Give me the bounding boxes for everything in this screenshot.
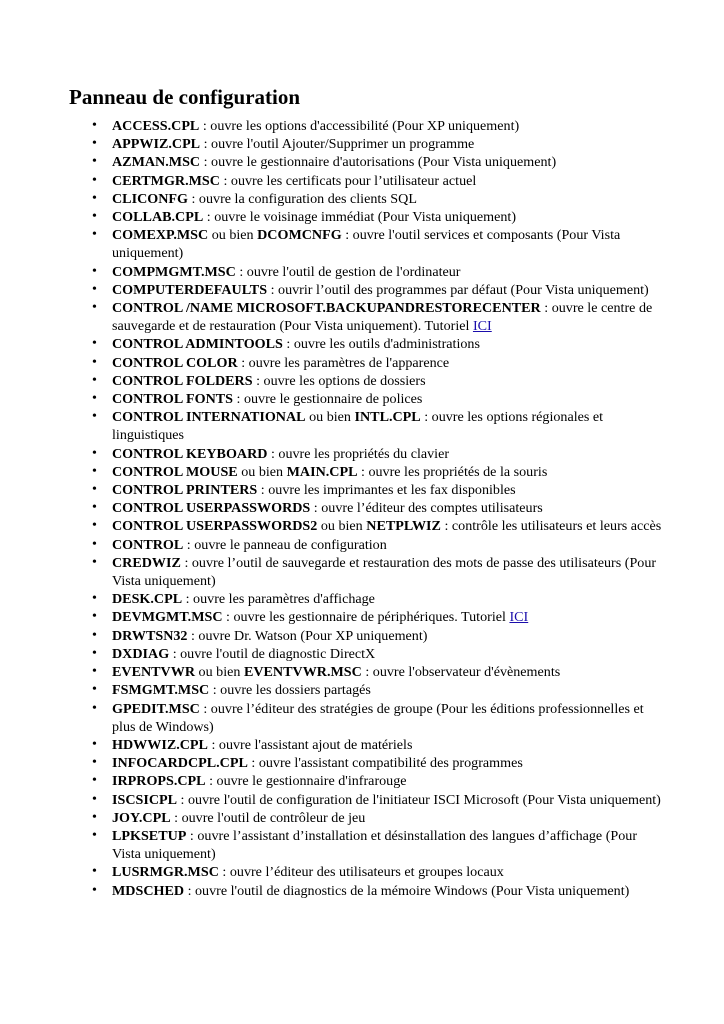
list-item xyxy=(0,700,724,736)
command-name: COLLAB.CPL xyxy=(112,209,204,226)
command-description: : ouvre l’outil de sauvegarde et restauration des mots de passe des utilisateurs (Pour Vista uniquement) xyxy=(112,554,657,590)
command-name: CONTROL FONTS xyxy=(112,391,233,408)
list-item xyxy=(0,754,724,772)
command-description: : ouvre l'outil de gestion de l'ordinateur xyxy=(235,263,461,280)
list-item xyxy=(0,627,724,645)
list-item xyxy=(0,335,724,353)
command-name: EVENTVWR.MSC xyxy=(243,664,362,681)
command-name: LUSRMGR.MSC xyxy=(112,864,219,881)
command-name: ISCSICPL xyxy=(112,791,178,808)
command-name: ACCESS.CPL xyxy=(112,118,200,134)
command-name: GPEDIT.MSC xyxy=(112,700,200,717)
list-item xyxy=(0,645,724,663)
command-name: CONTROL /NAME MICROSOFT.BACKUPANDRESTORECENTER xyxy=(112,300,541,317)
command-description: : ouvre l’éditeur des utilisateurs et groupes locaux xyxy=(218,864,504,881)
command-description: : ouvre le voisinage immédiat (Pour Vista uniquement) xyxy=(203,209,517,226)
command-name: MDSCHED xyxy=(112,882,185,899)
command-description: : ouvre l'outil de diagnostic DirectX xyxy=(169,645,376,662)
list-item xyxy=(0,226,724,262)
list-item xyxy=(0,882,724,900)
list-item xyxy=(0,445,724,463)
command-description: : ouvre les paramètres d'affichage xyxy=(182,591,375,608)
command-name: DESK.CPL xyxy=(112,591,183,608)
list-item xyxy=(0,408,724,444)
command-description: : ouvre l'assistant compatibilité des programmes xyxy=(247,755,523,772)
command-description: ou bien xyxy=(195,664,244,681)
list-item xyxy=(0,663,724,681)
command-name: MAIN.CPL xyxy=(286,463,358,480)
command-description: : ouvre l'outil Ajouter/Supprimer un programme xyxy=(200,136,475,153)
command-description: : contrôle les utilisateurs et leurs accès xyxy=(440,518,662,535)
command-name: COMPUTERDEFAULTS xyxy=(112,281,268,298)
command-description: : ouvre les dossiers partagés xyxy=(209,682,371,699)
command-name: DXDIAG xyxy=(112,645,170,662)
command-name: CONTROL xyxy=(112,536,184,553)
command-name: DCOMCNFG xyxy=(257,227,342,244)
command-name: CONTROL USERPASSWORDS2 xyxy=(112,518,318,535)
command-name: CONTROL KEYBOARD xyxy=(112,445,268,462)
list-item xyxy=(0,390,724,408)
list-item xyxy=(0,517,724,535)
list-item xyxy=(0,263,724,281)
command-description: ou bien xyxy=(237,463,287,480)
list-item xyxy=(0,208,724,226)
command-description: : ouvre le gestionnaire d'infrarouge xyxy=(205,773,407,790)
command-name: DRWTSN32 xyxy=(112,627,188,644)
command-name: EVENTVWR xyxy=(112,664,196,681)
tutorial-link[interactable]: ICI xyxy=(509,609,529,626)
list-item xyxy=(0,590,724,608)
command-name: HDWWIZ.CPL xyxy=(112,736,208,753)
command-name: CONTROL INTERNATIONAL xyxy=(112,409,306,426)
list-item xyxy=(0,608,724,626)
command-description: : ouvre l'outil services et composants (Pour Vista uniquement) xyxy=(112,227,621,262)
command-description: ou bien xyxy=(305,409,355,426)
list-item xyxy=(0,153,724,171)
command-description: : ouvre le panneau de configuration xyxy=(183,536,387,553)
command-name: LPKSETUP xyxy=(112,827,187,844)
tutorial-link[interactable]: ICI xyxy=(472,318,492,335)
command-description: : ouvre les options de dossiers xyxy=(252,372,426,389)
command-name: NETPLWIZ xyxy=(366,518,441,535)
command-description: ou bien xyxy=(208,227,258,244)
command-name: CERTMGR.MSC xyxy=(112,172,220,189)
command-description: : ouvre les gestionnaire de périphériques. Tutoriel xyxy=(222,609,510,626)
command-description: : ouvre l'outil de diagnostics de la mémoire Windows (Pour Vista uniquement) xyxy=(184,882,630,899)
command-description: : ouvre les imprimantes et les fax disponibles xyxy=(257,482,516,499)
list-item xyxy=(0,772,724,790)
command-description: : ouvre l’assistant d’installation et désinstallation des langues d’affichage (Pour Vista uniquement) xyxy=(112,827,638,863)
command-name: COMPMGMT.MSC xyxy=(112,263,236,280)
command-description: : ouvre l’éditeur des stratégies de groupe (Pour les éditions professionnelles et plus de Windows) xyxy=(112,700,644,735)
command-name: CONTROL COLOR xyxy=(112,354,238,371)
list-item xyxy=(0,736,724,754)
list-item xyxy=(0,554,724,590)
list-item xyxy=(0,499,724,517)
command-description: : ouvre l'assistant ajout de matériels xyxy=(207,736,413,753)
command-description: : ouvre la configuration des clients SQL xyxy=(187,190,417,207)
command-description: : ouvre les propriétés du clavier xyxy=(267,445,450,462)
list-item xyxy=(0,135,724,153)
command-description: : ouvre le gestionnaire d'autorisations (Pour Vista uniquement) xyxy=(200,154,557,171)
command-description: : ouvre le gestionnaire de polices xyxy=(233,391,423,408)
command-description: : ouvre Dr. Watson (Pour XP uniquement) xyxy=(187,627,428,644)
command-name: CONTROL FOLDERS xyxy=(112,372,253,389)
command-description: : ouvrir l’outil des programmes par défaut (Pour Vista uniquement) xyxy=(267,281,649,298)
list-item xyxy=(0,372,724,390)
list-item xyxy=(0,809,724,827)
list-item xyxy=(0,299,724,335)
command-description: : ouvre l'outil de contrôleur de jeu xyxy=(170,809,366,826)
command-name: CREDWIZ xyxy=(112,554,181,571)
command-name: CLICONFG xyxy=(112,190,188,207)
list-item xyxy=(0,172,724,190)
command-name: APPWIZ.CPL xyxy=(112,136,201,153)
command-name: CONTROL USERPASSWORDS xyxy=(112,500,311,517)
list-item xyxy=(0,117,724,135)
command-name: JOY.CPL xyxy=(112,809,171,826)
list-item xyxy=(0,190,724,208)
list-item xyxy=(0,463,724,481)
list-item xyxy=(0,281,724,299)
list-item xyxy=(0,791,724,809)
list-item xyxy=(0,863,724,881)
command-description: : ouvre l'observateur d'évènements xyxy=(361,664,561,681)
list-item xyxy=(0,827,724,863)
command-name: INTL.CPL xyxy=(354,409,421,426)
command-name: AZMAN.MSC xyxy=(112,154,201,171)
command-name: CONTROL PRINTERS xyxy=(112,482,258,499)
command-name: FSMGMT.MSC xyxy=(112,682,210,699)
command-description: : ouvre les paramètres de l'apparence xyxy=(237,354,450,371)
command-description: : ouvre les outils d'administrations xyxy=(282,336,480,353)
command-name: CONTROL ADMINTOOLS xyxy=(112,336,283,353)
list-item xyxy=(0,354,724,372)
command-description: : ouvre le centre de sauvegarde et de restauration (Pour Vista uniquement). Tutoriel xyxy=(112,300,653,335)
list-item xyxy=(0,481,724,499)
command-description: : ouvre les options d'accessibilité (Pour XP uniquement) xyxy=(199,118,520,134)
command-description: : ouvre l’éditeur des comptes utilisateurs xyxy=(310,500,543,517)
page-title: Panneau de configuration xyxy=(69,85,301,109)
command-description: : ouvre les certificats pour l’utilisateur actuel xyxy=(219,172,477,189)
command-description: ou bien xyxy=(317,518,367,535)
command-name: IRPROPS.CPL xyxy=(112,773,206,790)
command-name: INFOCARDCPL.CPL xyxy=(112,755,248,772)
command-name: CONTROL MOUSE xyxy=(112,463,238,480)
command-name: DEVMGMT.MSC xyxy=(112,609,223,626)
list-item xyxy=(0,536,724,554)
command-description: : ouvre les options régionales et linguistiques xyxy=(112,409,604,444)
command-list xyxy=(0,117,724,900)
command-description: : ouvre l'outil de configuration de l'initiateur ISCI Microsoft (Pour Vista uniquement) xyxy=(177,791,661,808)
list-item xyxy=(0,681,724,699)
command-name: COMEXP.MSC xyxy=(112,227,209,244)
command-description: : ouvre les propriétés de la souris xyxy=(357,463,548,480)
